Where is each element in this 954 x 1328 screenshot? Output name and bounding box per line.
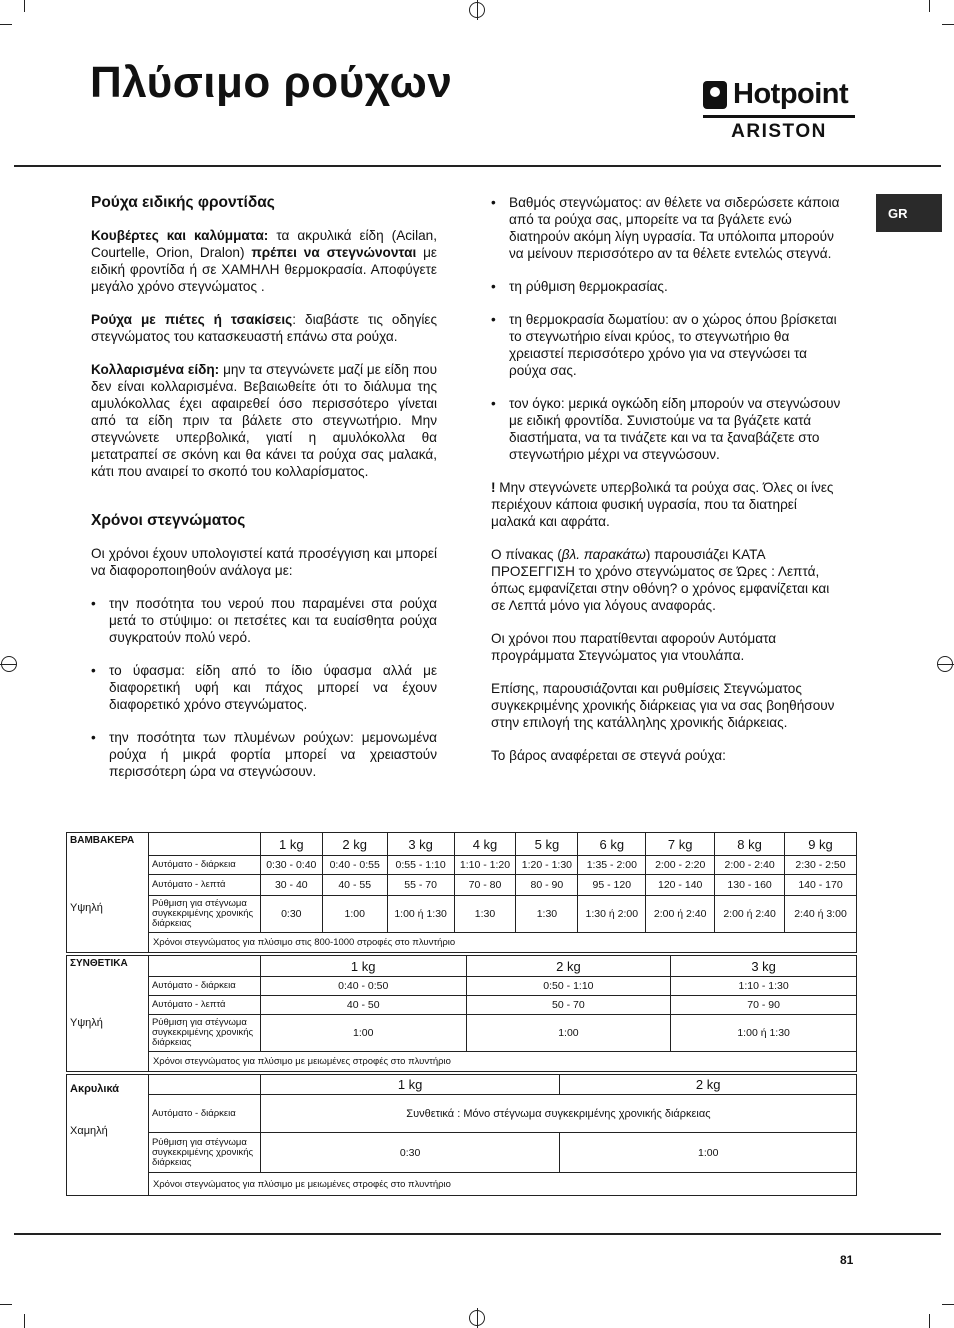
crop-mark — [477, 0, 478, 20]
table-cell: 0:30 — [260, 1133, 560, 1173]
crop-mark — [942, 1304, 954, 1305]
hotpoint-logo-icon — [703, 81, 727, 109]
row-label-auto-minutes: Αυτόματο - λεπτά — [148, 996, 260, 1015]
table-cell: 140 - 170 — [785, 875, 857, 896]
paragraph-table-info: Ο πίνακας (βλ. παρακάτω) παρουσιάζει ΚΑΤΑ ΠΡΟΣΕΓΓΙΣΗ το χρόνο στεγνώματος σε Ώρες : Λεπτά, όπως εμφανίζεται στην οθόνη? ο χρόνος εμφανίζεται και σε Λεπτά μόνο για λόγους αναφοράς. — [491, 547, 830, 613]
header-rule — [14, 165, 941, 167]
row-label-auto-minutes: Αυτόματο - λεπτά — [148, 875, 260, 896]
weight-header: 2 kg — [466, 956, 671, 977]
crop-mark — [942, 24, 954, 25]
table-cell: 30 - 40 — [260, 875, 322, 896]
blank-cell — [148, 1075, 260, 1095]
table-cell: 40 - 55 — [322, 875, 387, 896]
table-note: Χρόνοι στεγνώματος για πλύσιμο με μειωμένες στροφές στο πλυντήριο — [148, 1052, 856, 1072]
section-title-drying-times: Χρόνοι στεγνώματος — [91, 512, 246, 529]
table-cell: 1:30 — [454, 896, 516, 933]
right-column — [491, 194, 841, 780]
table-cell: 1:00 — [260, 1015, 466, 1052]
table-cell: 2:00 - 2:20 — [646, 856, 715, 875]
table-cell: 0:50 - 1:10 — [466, 977, 671, 996]
table-cell: Συνθετικά : Μόνο στέγνωμα συγκεκριμένης χρονικής διάρκειας — [260, 1095, 856, 1133]
footer-rule — [14, 1233, 941, 1235]
table-cell: 1:10 - 1:30 — [671, 977, 857, 996]
table-cell: 0:55 - 1:10 — [387, 856, 454, 875]
logo-divider — [703, 115, 855, 118]
table-cell: 1:00 ή 1:30 — [387, 896, 454, 933]
table-cell: 80 - 90 — [516, 875, 578, 896]
weight-header: 4 kg — [454, 833, 516, 856]
left-column — [91, 194, 437, 796]
acrylics-section-label: Ακρυλικά Χαμηλή — [67, 1075, 149, 1196]
paragraph-pleats: Ρούχα με πιέτες ή τσακίσεις: διαβάστε τις οδηγίες στεγνώματος του κατασκευαστή επάνω στα ρούχα. — [91, 312, 437, 344]
weight-header: 2 kg — [322, 833, 387, 856]
row-label-auto-duration: Αυτόματο - διάρκεια — [148, 856, 260, 875]
weight-header: 1 kg — [260, 956, 466, 977]
table-cell: 2:30 - 2:50 — [785, 856, 857, 875]
table-cell: 1:00 — [322, 896, 387, 933]
row-label-timed: Ρύθμιση για στέγνωμα συγκεκριμένης χρονικής διάρκειας — [148, 1015, 260, 1052]
table-cell: 2:00 ή 2:40 — [646, 896, 715, 933]
table-cell: 70 - 90 — [671, 996, 857, 1015]
paragraph-times-intro: Οι χρόνοι έχουν υπολογιστεί κατά προσέγγιση και μπορεί να διαφοροποιηθούν ανάλογα με: — [91, 546, 437, 578]
weight-header: 6 kg — [578, 833, 646, 856]
list-item: • το ύφασμα: είδη από το ίδιο ύφασμα αλλά με διαφορετική υφή και πάχος μπορεί να έχουν διαφορετικό χρόνο στεγνώματος. — [91, 662, 437, 713]
weight-header: 3 kg — [671, 956, 857, 977]
warning-paragraph: ! Μην στεγνώνετε υπερβολικά τα ρούχα σας. Όλες οι ίνες περιέχουν κάποια φυσική υγρασία, που τα διατηρεί μαλακά και αφράτα. — [491, 480, 834, 529]
table-cell: 70 - 80 — [454, 875, 516, 896]
table-cell: 1:00 — [466, 1015, 671, 1052]
list-item: • τη θερμοκρασία δωματίου: αν ο χώρος όπου βρίσκεται το στεγνωτήριο είναι κρύος, το στεγνωτήριο θα χρειαστεί περισσότερο χρόνο για να στεγνώσει τα ρούχα σας. — [491, 311, 841, 379]
weight-header: 3 kg — [387, 833, 454, 856]
paragraph-weight-note: Το βάρος αναφέρεται σε στεγνά ρούχα: — [491, 748, 726, 763]
brand-name: Hotpoint — [733, 78, 849, 110]
section-title-special-care: Ρούχα ειδικής φροντίδας — [91, 194, 275, 211]
language-tab: GR — [876, 194, 942, 232]
blank-cell — [148, 833, 260, 856]
crop-mark — [929, 0, 930, 12]
paragraph-starched: Κολλαρισμένα είδη: μην τα στεγνώνετε μαζί με είδη που δεν είναι κολλαρισμένα. Βεβαιωθείτε ότι το διάλυμα της αμυλόκολλας έχει αφαιρεθεί όσο περισσότερο γίνεται από τα είδη πριν τα βάλετε στο στεγνωτήριο. Μην στεγνώνετε υπερβολικά, γιατί η αμυλόκολλα θα μετατραπεί σε σκόνη και θα κάνει τα ρούχα σας μαλακά, κάτι που αναιρεί το σκοπό του κολλαρίσματος. — [91, 362, 437, 479]
weight-header: 8 kg — [715, 833, 785, 856]
row-label-timed: Ρύθμιση για στέγνωμα συγκεκριμένης χρονικής διάρκειας — [148, 1133, 260, 1173]
table-note: Χρόνοι στεγνώματος για πλύσιμο με μειωμένες στροφές στο πλυντήριο — [148, 1173, 856, 1196]
crop-mark — [0, 1304, 12, 1305]
row-label-auto-duration: Αυτόματο - διάρκεια — [148, 977, 260, 996]
list-item: • τον όγκο: μερικά ογκώδη είδη μπορούν να στεγνώσουν με ειδική φροντίδα. Συνιστούμε να τα βγάζετε κατά διαστήματα, να τα τινάζετε και να τα ξαναβάζετε στο στεγνωτήριο μέχρι να στεγνώσουν. — [491, 395, 841, 463]
brand-sub: ARISTON — [731, 121, 827, 142]
list-item: • την ποσότητα των πλυμένων ρούχων: μεμονωμένα ρούχα ή μικρά φορτία μπορεί να χρειαστούν περισσότερη ώρα να στεγνώσουν. — [91, 729, 437, 780]
table-cell: 1:35 - 2:00 — [578, 856, 646, 875]
table-cell: 1:30 — [516, 896, 578, 933]
table-cell: 0:30 — [260, 896, 322, 933]
table-cell: 0:40 - 0:55 — [322, 856, 387, 875]
weight-header: 1 kg — [260, 833, 322, 856]
table-cell: 40 - 50 — [260, 996, 466, 1015]
paragraph-timed-settings: Επίσης, παρουσιάζονται και ρυθμίσεις Στεγνώματος συγκεκριμένης χρονικής διάρκειας για να σας βοηθήσουν στην επιλογή της κατάλληλης χρονικής διάρκειας. — [491, 681, 835, 730]
synthetics-table — [66, 955, 857, 1072]
table-note: Χρόνοι στεγνώματος για πλύσιμο στις 800-1000 στροφές στο πλυντήριο — [148, 933, 856, 953]
table-cell: 1:30 ή 2:00 — [578, 896, 646, 933]
table-cell: 130 - 160 — [715, 875, 785, 896]
table-cell: 1:10 - 1:20 — [454, 856, 516, 875]
crop-mark — [477, 1308, 478, 1328]
crop-mark — [929, 1314, 930, 1328]
crop-mark — [938, 664, 954, 665]
table-cell: 2:00 ή 2:40 — [715, 896, 785, 933]
cotton-section-label: ΒΑΜΒΑΚΕΡΑ Υψηλή — [67, 833, 149, 953]
table-cell: 1:20 - 1:30 — [516, 856, 578, 875]
weight-header: 7 kg — [646, 833, 715, 856]
table-cell: 55 - 70 — [387, 875, 454, 896]
crop-mark — [24, 1314, 25, 1328]
list-item: • Βαθμός στεγνώματος: αν θέλετε να σιδερώσετε κάποια από τα ρούχα σας, μπορείτε να τα βγάλετε ενώ διατηρούν ακόμη λίγη υγρασία. Τα υπόλοιπα μπορούν να μείνουν περισσότερο αν τα θέλετε εντελώς στεγνά. — [491, 194, 841, 262]
table-cell: 95 - 120 — [578, 875, 646, 896]
table-cell: 0:30 - 0:40 — [260, 856, 322, 875]
table-cell: 0:40 - 0:50 — [260, 977, 466, 996]
list-item: • τη ρύθμιση θερμοκρασίας. — [491, 278, 841, 295]
page-title: Πλύσιμο ρούχων — [90, 58, 453, 107]
list-item: • την ποσότητα του νερού που παραμένει στα ρούχα μετά το στύψιμο: οι πετσέτες και τα ευαίσθητα ρούχα συγκρατούν πολύ νερό. — [91, 595, 437, 646]
table-cell: 2:00 - 2:40 — [715, 856, 785, 875]
crop-mark — [0, 24, 12, 25]
row-label-auto-duration: Αυτόματο - διάρκεια — [148, 1095, 260, 1133]
table-cell: 1:00 — [560, 1133, 857, 1173]
cotton-table — [66, 832, 857, 953]
paragraph-blankets: Κουβέρτες και καλύμματα: τα ακρυλικά είδη (Acilan, Courtelle, Orion, Dralon) πρέπει να στεγνώνονται με ειδική φροντίδα ή σε ΧΑΜΗΛΗ θερμοκρασία. Αποφύγετε μεγάλο χρόνο στεγνώματος . — [91, 228, 437, 294]
synthetics-section-label: ΣΥΝΘΕΤΙΚΑ Υψηλή — [67, 956, 149, 1072]
crop-mark — [24, 0, 25, 12]
crop-mark — [0, 664, 16, 665]
acrylics-table — [66, 1074, 857, 1196]
weight-header: 5 kg — [516, 833, 578, 856]
weight-header: 1 kg — [260, 1075, 560, 1095]
blank-cell — [148, 956, 260, 977]
brand-logo — [703, 78, 855, 143]
table-cell: 120 - 140 — [646, 875, 715, 896]
weight-header: 2 kg — [560, 1075, 857, 1095]
table-cell: 50 - 70 — [466, 996, 671, 1015]
row-label-timed: Ρύθμιση για στέγνωμα συγκεκριμένης χρονικής διάρκειας — [148, 896, 260, 933]
page-number: 81 — [840, 1253, 854, 1267]
table-cell: 1:00 ή 1:30 — [671, 1015, 857, 1052]
warning-icon: ! — [491, 480, 496, 495]
factors-list-continued — [491, 194, 841, 463]
weight-header: 9 kg — [785, 833, 857, 856]
factors-list — [91, 595, 437, 780]
table-cell: 2:40 ή 3:00 — [785, 896, 857, 933]
paragraph-auto-programs: Οι χρόνοι που παρατίθενται αφορούν Αυτόματα προγράμματα Στεγνώματος για ντουλάπα. — [491, 631, 777, 663]
